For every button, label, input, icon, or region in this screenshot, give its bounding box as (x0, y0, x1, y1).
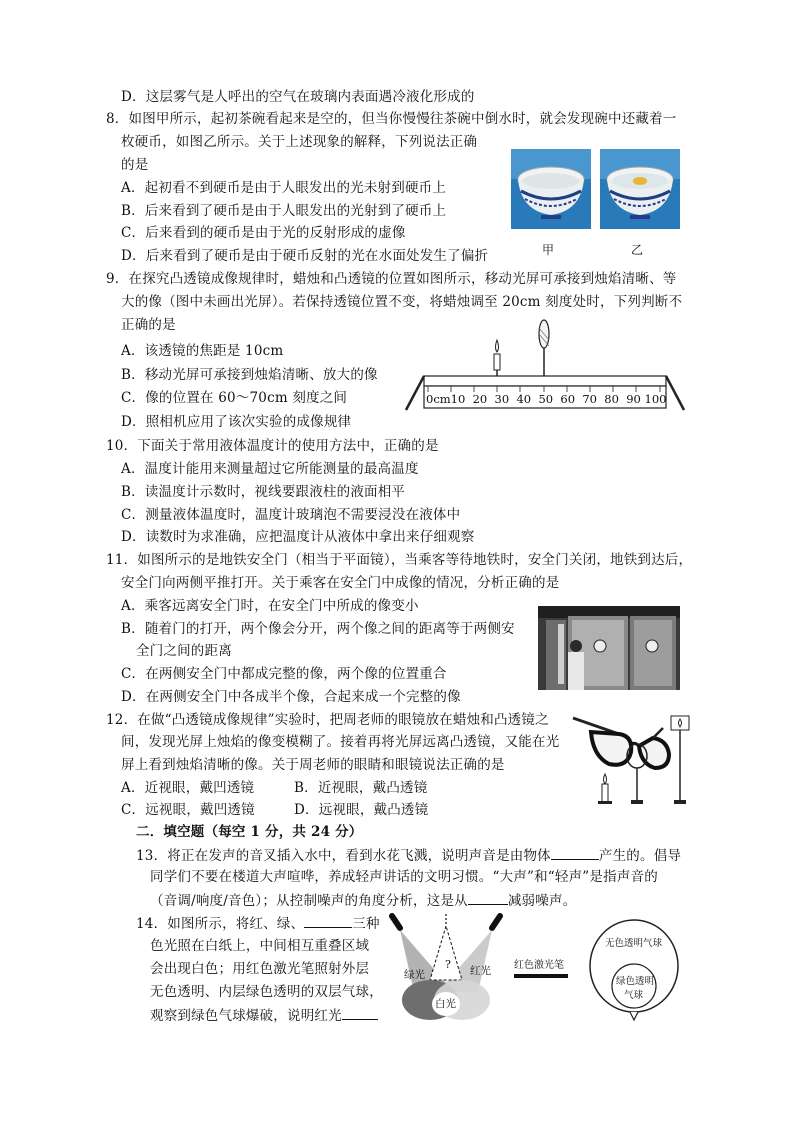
optical-bench-figure (404, 318, 686, 414)
q11-option-b-line2: 全门之间的距离 (136, 643, 232, 659)
q12-option-a: A．近视眼，戴凹透镜 (121, 780, 255, 796)
q10-option-a: A．温度计能用来测量超过它所能测量的最高温度 (121, 461, 419, 477)
q11-option-d: D．在两侧安全门中各成半个像，合起来成一个完整的像 (121, 689, 461, 705)
q12-option-c: C．远视眼，戴凹透镜 (121, 802, 255, 818)
answer-blank[interactable] (342, 1006, 378, 1020)
q14-line1-part2: 三种 (352, 916, 380, 932)
q14-line3: 会出现白色；用红色激光笔照射外层 (150, 961, 370, 977)
q9-option-a: A．该透镜的焦距是 10cm (121, 343, 284, 359)
q13-line2: 同学们不要在楼道大声喧哗，养成轻声讲话的文明习惯。“大声”和“轻声”是指声音的 (150, 869, 658, 885)
q11-option-c: C．在两侧安全门中都成完整的像，两个像的位置重合 (121, 666, 447, 682)
q9-stem-line2: 大的像（图中未画出光屏）。若保持透镜位置不变，将蜡烛调至 20cm 刻度处时，下列判断不 (121, 294, 683, 310)
q11-stem-line2: 安全门向两侧平推打开。关于乘客在安全门中成像的情况，分析正确的是 (121, 575, 560, 591)
light-screen-icon (671, 716, 689, 804)
eyeglasses-icon (573, 718, 669, 768)
section-title-fill-in: 二．填空题（每空 1 分，共 24 分） (136, 824, 363, 840)
color-mixing-figure (388, 912, 513, 1028)
q13-line3-part2: 减弱噪声。 (507, 893, 577, 909)
q10-option-c: C．测量液体温度时，温度计玻璃泡不需要浸没在液体中 (121, 507, 461, 523)
q9-stem-line1: 9．在探究凸透镜成像规律时，蜡烛和凸透镜的位置如图所示，移动光屏可承接到烛焰清晰、等 (106, 271, 677, 287)
inner-balloon-label1: 绿色透明 (616, 976, 655, 987)
q13-line1 (136, 846, 681, 865)
flashlight-icon (392, 916, 400, 928)
question-mark-label: ? (445, 958, 451, 971)
candle-icon (494, 340, 500, 376)
q14-line4: 无色透明、内层绿色透明的双层气球， (150, 984, 383, 1000)
q12-stem-line3: 屏上看到烛焰清晰的像。关于周老师的眼睛和眼镜说法正确的是 (121, 757, 505, 773)
q12-stem-line1: 12．在做“凸透镜成像规律”实验时，把周老师的眼镜放在蜡烛和凸透镜之 (106, 712, 549, 728)
ruler-scale-label: 0cm10 20 30 40 50 60 70 80 90 100 (426, 392, 667, 406)
glasses-experiment-figure (571, 706, 693, 806)
q10-option-d: D．读数时为求准确，应把温度计从液体中拿出来仔细观察 (121, 529, 475, 545)
q8-stem-line2: 枚硬币，如图乙所示。关于上述现象的解释，下列说法正确 (121, 134, 478, 150)
q9-stem-line3: 正确的是 (121, 317, 176, 333)
q8-option-b: B．后来看到了硬币是由于人眼发出的光射到了硬币上 (121, 203, 447, 219)
q8-option-c: C．后来看到的硬币是由于光的反射形成的虚像 (121, 225, 406, 241)
answer-blank[interactable] (304, 914, 352, 928)
q13-line1-part1: 13．将正在发声的音叉插入水中，看到水花飞溅，说明声音是由物体 (136, 848, 551, 864)
q13-line3 (150, 891, 576, 910)
q8-stem-line3: 的是 (121, 157, 149, 173)
q12-option-b: B．近视眼，戴凸透镜 (294, 780, 428, 796)
outer-balloon-label: 无色透明气球 (605, 938, 663, 949)
flashlight-icon (492, 916, 500, 928)
q10-option-b: B．读温度计示数时，视线要跟液柱的液面相平 (121, 484, 406, 500)
q9-option-b: B．移动光屏可承接到烛焰清晰、放大的像 (121, 367, 378, 383)
q13-line3-part1: （音调/响度/音色）；从控制噪声的角度分析，这是从 (150, 893, 468, 909)
q14-line1-part1: 14．如图所示，将红、绿、 (136, 916, 305, 932)
laser-pen-label: 红色激光笔 (514, 960, 564, 971)
inner-balloon-label2: 气球 (624, 990, 644, 1001)
q14-line1 (136, 914, 380, 933)
red-light-label: 红光 (470, 965, 491, 977)
q11-option-b-line1: B．随着门的打开，两个像会分开，两个像之间的距离等于两侧安 (121, 621, 515, 637)
q14-line5 (150, 1006, 378, 1025)
q14-line2: 色光照在白纸上，中间相互重叠区域 (150, 938, 370, 954)
candle-icon (598, 774, 612, 804)
laser-balloon-figure (512, 916, 682, 1030)
answer-blank[interactable] (551, 846, 599, 860)
q11-stem-line1: 11．如图所示的是地铁安全门（相当于平面镜），当乘客等待地铁时，安全门关闭，地铁到达后， (106, 552, 693, 568)
subway-door-photo (538, 606, 680, 690)
q12-option-d: D．远视眼，戴凸透镜 (294, 802, 429, 818)
q11-option-a: A．乘客远离安全门时，在安全门中所成的像变小 (121, 598, 419, 614)
q7-option-d: D．这层雾气是人呼出的空气在玻璃内表面遇冷液化形成的 (121, 89, 475, 105)
green-light-label: 绿光 (404, 969, 425, 981)
bowl-photo-jia (511, 149, 591, 229)
q8-option-d: D．后来看到了硬币是由于硬币反射的光在水面处发生了偏折 (121, 248, 489, 264)
q9-option-d: D．照相机应用了该次实验的成像规律 (121, 414, 352, 430)
q12-stem-line2: 间，发现光屏上烛焰的像变模糊了。接着再将光屏远离凸透镜，又能在光 (121, 734, 560, 750)
answer-blank[interactable] (468, 891, 508, 905)
caption-jia: 甲 (542, 243, 555, 257)
coin-icon (633, 177, 647, 185)
q10-stem: 10．下面关于常用液体温度计的使用方法中，正确的是 (106, 438, 439, 454)
q13-line1-part2: 产生的。倡导 (598, 848, 682, 864)
caption-yi: 乙 (631, 243, 644, 257)
q9-option-c: C．像的位置在 60～70cm 刻度之间 (121, 390, 348, 406)
q8-stem-line1: 8．如图甲所示，起初茶碗看起来是空的，但当你慢慢往茶碗中倒水时，就会发现碗中还藏着一 (106, 111, 677, 127)
white-light-label: 白光 (435, 998, 456, 1010)
q8-option-a: A．起初看不到硬币是由于人眼发出的光未射到硬币上 (121, 180, 447, 196)
bowl-photo-yi (600, 149, 680, 229)
q14-line5-text: 观察到绿色气球爆破，说明红光 (150, 1008, 342, 1024)
